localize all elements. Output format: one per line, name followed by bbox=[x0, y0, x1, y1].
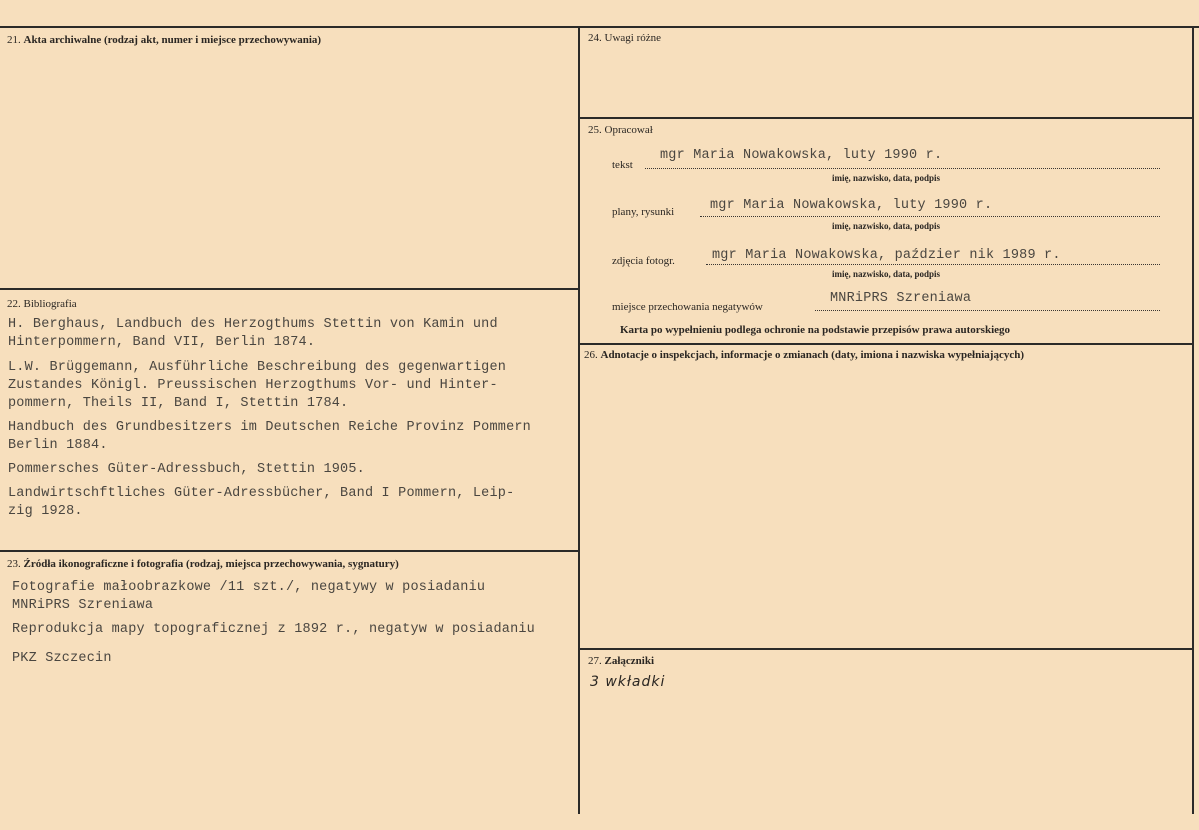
iconography-line: MNRiPRS Szreniawa bbox=[12, 598, 154, 613]
text-author-value: mgr Maria Nowakowska, luty 1990 r. bbox=[660, 148, 943, 163]
copyright-note: Karta po wypełnieniu podlega ochronie na podstawie przepisów prawa autorskiego bbox=[620, 324, 1011, 336]
bibliography-line: L.W. Brüggemann, Ausführliche Beschreibung des gegenwartigen bbox=[8, 360, 507, 375]
section-25-heading: 25. Opracował bbox=[588, 124, 653, 136]
negatives-label: miejsce przechowania negatywów bbox=[612, 301, 763, 313]
right-divider-25 bbox=[580, 117, 1194, 119]
right-divider-27 bbox=[580, 648, 1194, 650]
bibliography-line: zig 1928. bbox=[8, 504, 83, 519]
photos-author-dotted-line bbox=[706, 264, 1160, 265]
right-border bbox=[1192, 26, 1194, 814]
bibliography-line: Berlin 1884. bbox=[8, 438, 108, 453]
bibliography-line: Landwirtschftliches Güter-Adressbücher, Band I Pommern, Leip- bbox=[8, 486, 515, 501]
iconography-line: Fotografie małoobrazkowe /11 szt./, negatywy w posiadaniu bbox=[12, 580, 486, 595]
photos-author-value: mgr Maria Nowakowska, paździer nik 1989 r. bbox=[712, 248, 1061, 263]
right-divider-26 bbox=[580, 343, 1194, 345]
section-27-heading: 27. Załączniki bbox=[588, 655, 655, 667]
text-author-caption: imię, nazwisko, data, podpis bbox=[832, 173, 941, 183]
attachments-handwritten: 3 wkładki bbox=[590, 674, 666, 690]
photos-author-label: zdjęcia fotogr. bbox=[612, 255, 675, 267]
bibliography-line: Zustandes Königl. Preussischen Herzogthums Vor- und Hinter- bbox=[8, 378, 498, 393]
iconography-line: PKZ Szczecin bbox=[12, 651, 112, 666]
plans-author-caption: imię, nazwisko, data, podpis bbox=[832, 221, 941, 231]
bibliography-line: Handbuch des Grundbesitzers im Deutschen Reiche Provinz Pommern bbox=[8, 420, 531, 435]
section-24-heading: 24. Uwagi różne bbox=[588, 32, 662, 44]
section-26-heading: 26. Adnotacje o inspekcjach, informacje o zmianach (daty, imiona i nazwiska wypełniających) bbox=[584, 349, 1024, 361]
bibliography-line: pommern, Theils II, Band I, Stettin 1784. bbox=[8, 396, 349, 411]
text-author-dotted-line bbox=[645, 168, 1160, 169]
plans-author-dotted-line bbox=[700, 216, 1160, 217]
iconography-line: Reprodukcja mapy topograficznej z 1892 r., negatyw w posiadaniu bbox=[12, 622, 535, 637]
negatives-dotted-line bbox=[815, 310, 1160, 311]
negatives-value: MNRiPRS Szreniawa bbox=[830, 291, 972, 306]
left-divider-22 bbox=[0, 288, 580, 290]
section-22-heading: 22. Bibliografia bbox=[7, 298, 77, 310]
left-divider-23 bbox=[0, 550, 580, 552]
bibliography-line: Pommersches Güter-Adressbuch, Stettin 1905. bbox=[8, 462, 365, 477]
bibliography-line: Hinterpommern, Band VII, Berlin 1874. bbox=[8, 335, 316, 350]
text-author-label: tekst bbox=[612, 159, 633, 171]
plans-author-label: plany, rysunki bbox=[612, 206, 675, 218]
bibliography-line: H. Berghaus, Landbuch des Herzogthums Stettin von Kamin und bbox=[8, 317, 498, 332]
center-divider bbox=[578, 26, 580, 814]
section-21-heading: 21. Akta archiwalne (rodzaj akt, numer i miejsce przechowywania) bbox=[7, 34, 322, 46]
plans-author-value: mgr Maria Nowakowska, luty 1990 r. bbox=[710, 198, 993, 213]
section-23-heading: 23. Źródła ikonograficzne i fotografia (rodzaj, miejsca przechowywania, sygnatury) bbox=[7, 558, 399, 570]
photos-author-caption: imię, nazwisko, data, podpis bbox=[832, 269, 941, 279]
top-border bbox=[0, 26, 1199, 28]
